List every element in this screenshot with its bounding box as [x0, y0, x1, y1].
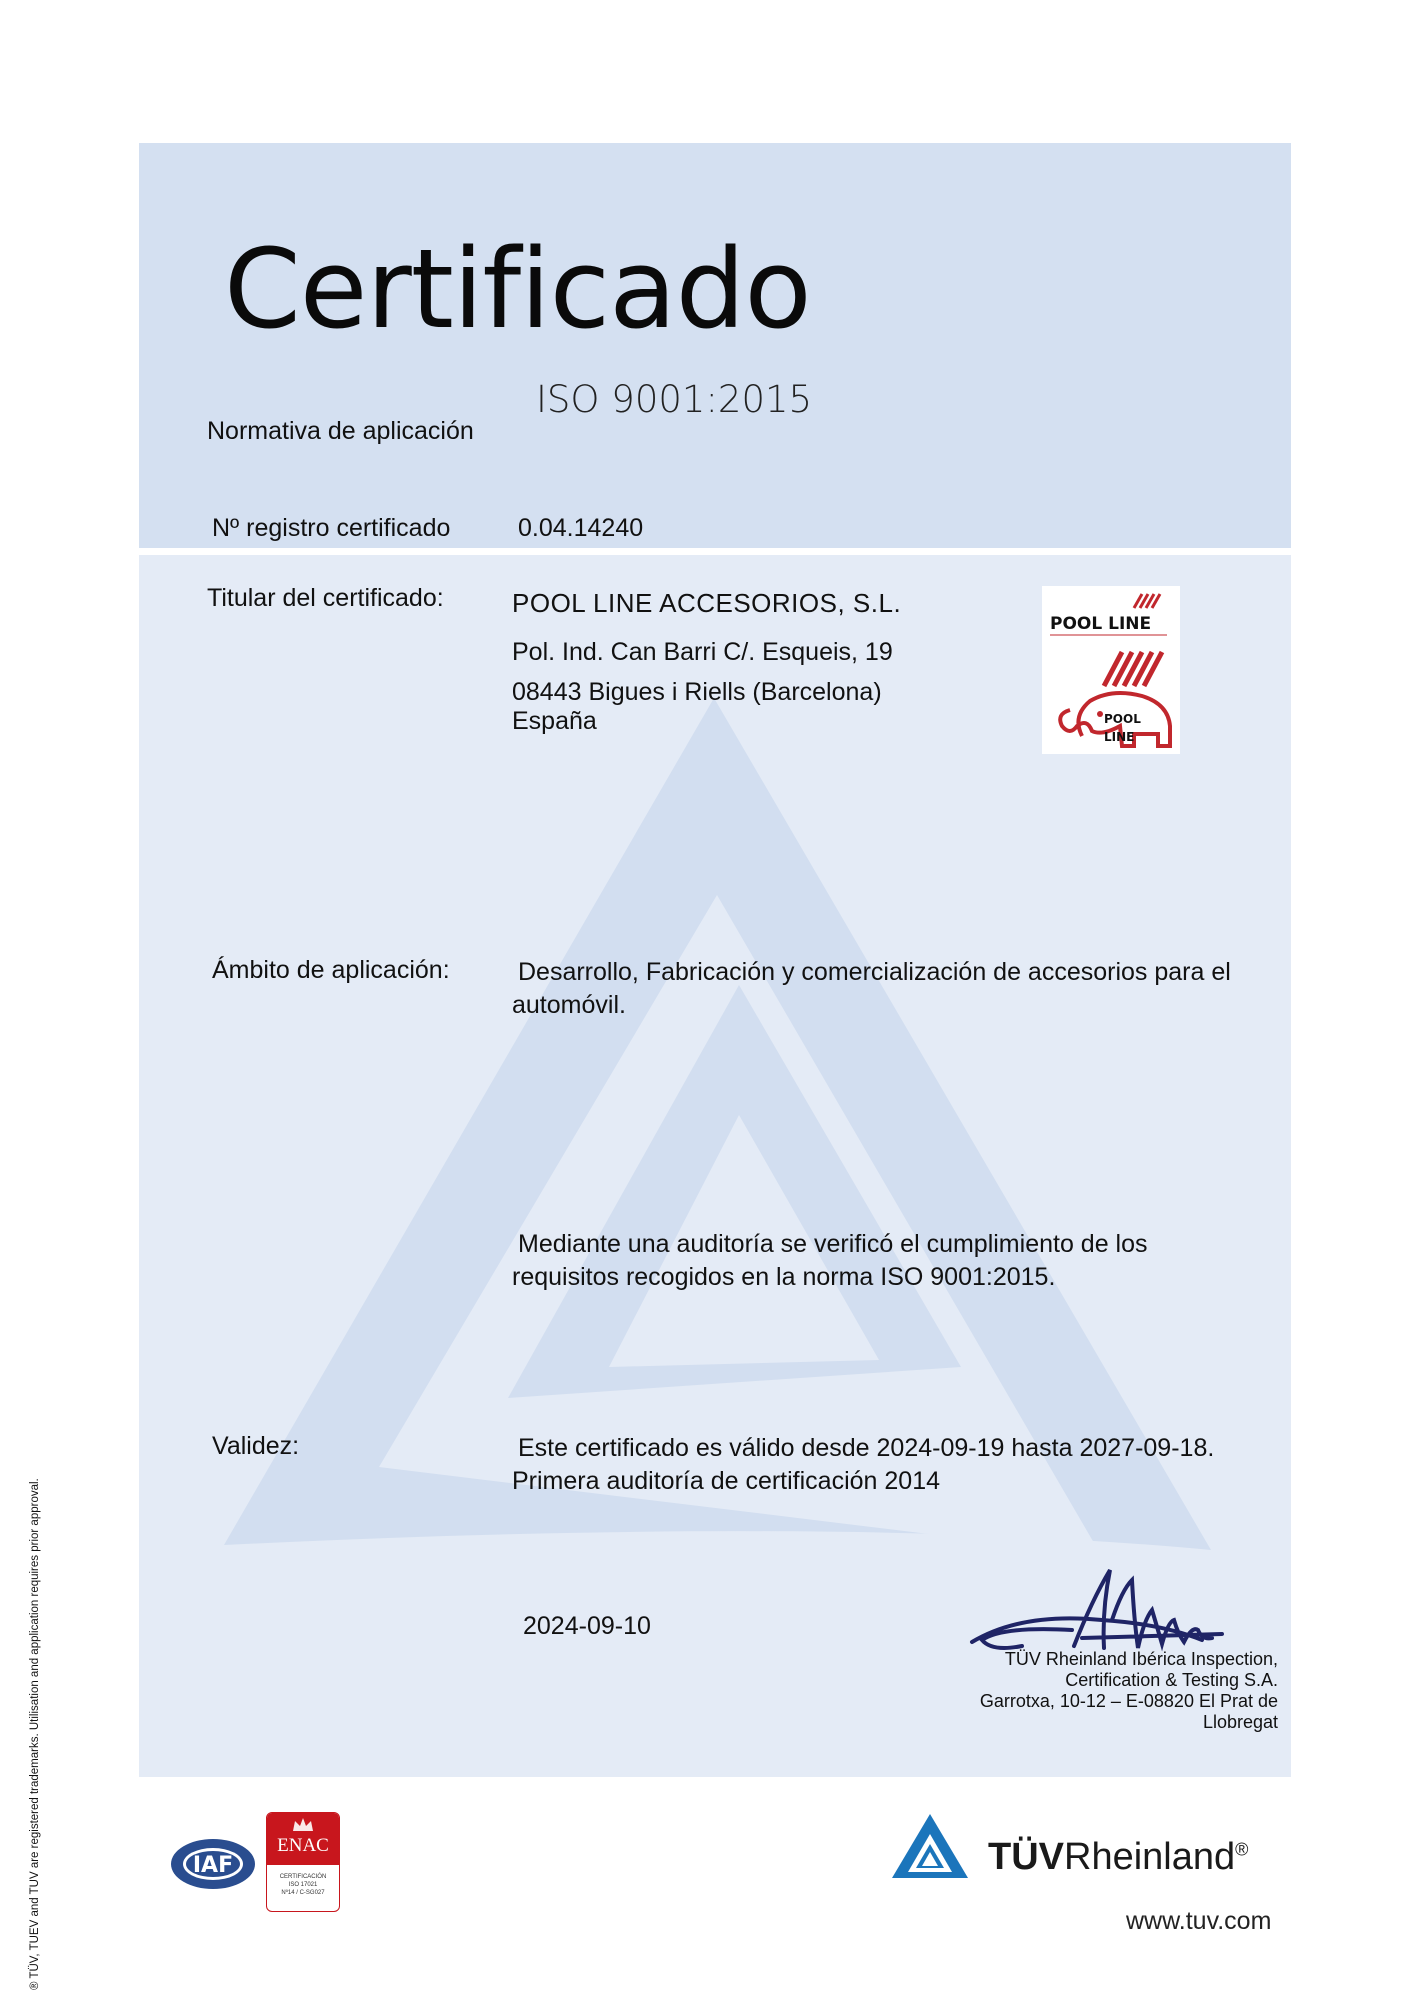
- trademark-notice: ® TÜV, TUEV and TUV are registered trademarks. Utilisation and application requires prior approval.: [29, 1478, 41, 1990]
- issuer-line4: Llobregat: [1202, 1712, 1278, 1732]
- enac-sub1: CERTIFICACIÓN: [279, 1874, 327, 1880]
- standard-value: ISO 9001:2015: [536, 378, 813, 421]
- registered-mark: ®: [1235, 1839, 1249, 1860]
- enac-details: [267, 1865, 339, 1897]
- audit-line2: requisitos recogidos en la norma ISO 9001:2015.: [512, 1263, 1056, 1291]
- validity-text: [512, 1432, 1292, 1498]
- enac-sub3: Nº14 / C-SG027: [281, 1890, 325, 1896]
- validity-line1: Este certificado es válido desde 2024-09-19 hasta 2027-09-18.: [518, 1434, 1215, 1462]
- enac-header: [267, 1813, 339, 1865]
- validity-line2: Primera auditoría de certificación 2014: [512, 1467, 941, 1495]
- iaf-text: IAF: [192, 1853, 234, 1878]
- holder-country: España: [512, 707, 597, 735]
- iaf-logo: [170, 1838, 256, 1890]
- standard-label: Normativa de aplicación: [207, 417, 474, 445]
- enac-logo: [266, 1812, 340, 1912]
- scope-line2: automóvil.: [512, 991, 626, 1019]
- signature: [962, 1560, 1242, 1660]
- registration-label: Nº registro certificado: [212, 514, 451, 542]
- scope-line1: Desarrollo, Fabricación y comercialización de accesorios para el: [518, 958, 1231, 986]
- logo-text-pool: POOL: [1104, 712, 1141, 726]
- audit-line1: Mediante una auditoría se verificó el cumplimiento de los: [518, 1230, 1148, 1258]
- logo-text-top: POOL LINE: [1050, 614, 1152, 634]
- enac-sub2: ISO 17021: [288, 1882, 318, 1888]
- crown-icon: [267, 1813, 339, 1835]
- logo-text-line: LINE: [1104, 730, 1135, 744]
- issuer-line1: TÜV Rheinland Ibérica Inspection,: [1004, 1649, 1278, 1669]
- holder-address-line2: 08443 Bigues i Riells (Barcelona): [512, 678, 882, 706]
- tuv-name-regular: Rheinland: [1064, 1836, 1236, 1878]
- issuer-address: [938, 1649, 1278, 1733]
- holder-name: POOL LINE ACCESORIOS, S.L.: [512, 588, 902, 618]
- issuer-line2: Certification & Testing S.A.: [1065, 1670, 1278, 1690]
- tuv-name-bold: TÜV: [988, 1836, 1064, 1878]
- validity-label: Validez:: [212, 1432, 300, 1460]
- enac-text: ENAC: [277, 1835, 329, 1856]
- registration-number: 0.04.14240: [518, 514, 644, 542]
- issue-date: 2024-09-10: [523, 1612, 651, 1640]
- tuv-rheinland-wordmark: [988, 1836, 1248, 1879]
- holder-logo: [1042, 586, 1180, 754]
- iaf-badge-graphic: [170, 1838, 256, 1890]
- certificate-title: Certificado: [224, 225, 811, 353]
- holder-address-line1: Pol. Ind. Can Barri C/. Esqueis, 19: [512, 638, 893, 666]
- tuv-website-link[interactable]: www.tuv.com: [1126, 1907, 1272, 1935]
- holder-label: Titular del certificado:: [207, 584, 444, 612]
- issuer-line3: Garrotxa, 10-12 – E-08820 El Prat de: [979, 1691, 1278, 1711]
- tuv-triangle-icon: [890, 1810, 970, 1882]
- poolline-logo-graphic: [1042, 586, 1180, 754]
- scope-text: [512, 956, 1272, 1022]
- audit-statement: [512, 1228, 1272, 1294]
- scope-label: Ámbito de aplicación:: [212, 956, 450, 984]
